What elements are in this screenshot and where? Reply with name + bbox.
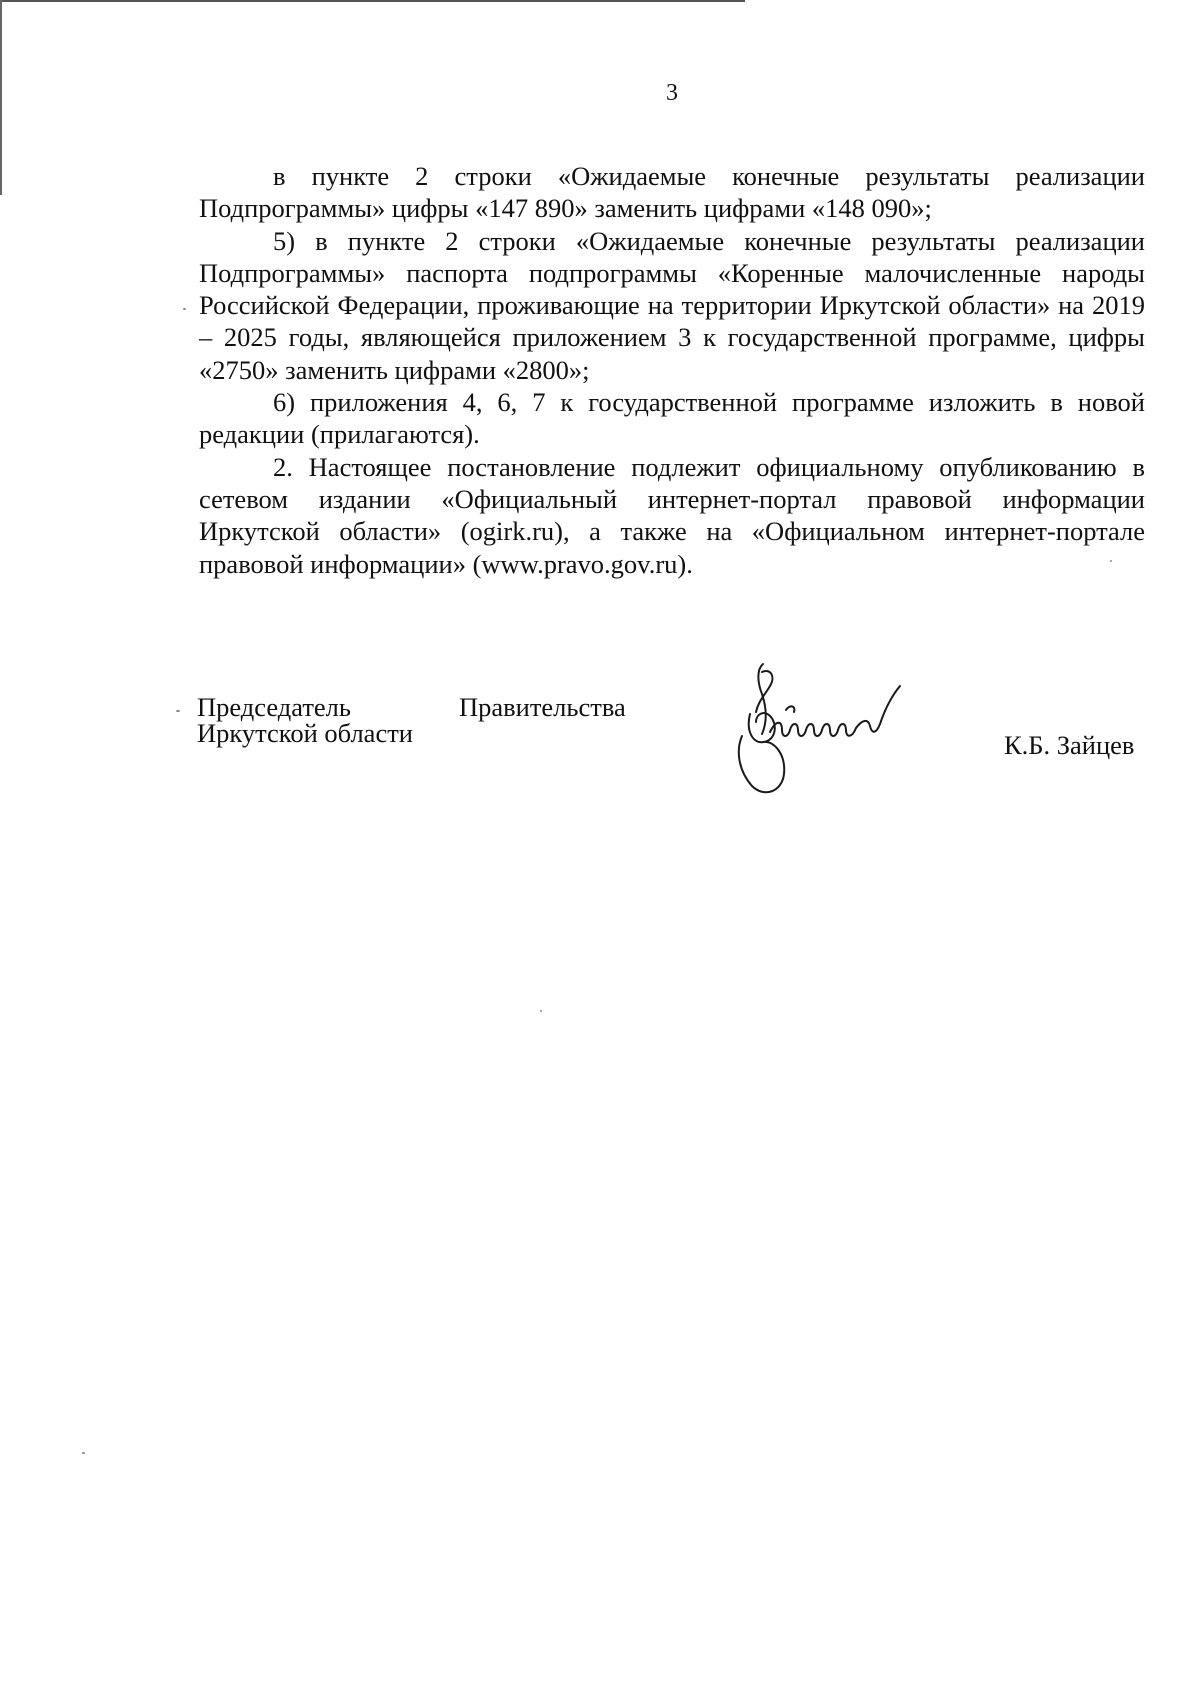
paragraph-amendment-147890: в пункте 2 строки «Ожидаемые конечные результаты реализации Подпрограммы» цифры «147 890» заменить цифрами «148 090»; [199, 161, 1145, 224]
paragraph-item-6: 6) приложения 4, 6, 7 к государственной программе изложить в новой редакции (прилагаются). [199, 387, 1145, 450]
scan-speck [82, 1452, 85, 1454]
scan-speck [183, 308, 186, 310]
paragraph-publication: 2. Настоящее постановление подлежит официальному опубликованию в сетевом издании «Официальный интернет-портал правовой информации Иркутской области» (ogirk.ru), а также на «Официальном интернет-портале правовой информации» (www.pravo.gov.ru). [199, 451, 1145, 579]
scan-speck [540, 1010, 542, 1012]
signatory-title-government: Правительства [459, 692, 626, 722]
handwritten-signature [730, 650, 960, 800]
scan-speck [176, 710, 180, 712]
paragraph-item-5: 5) в пункте 2 строки «Ожидаемые конечные результаты реализации Подпрограммы» паспорта подпрограммы «Коренные малочисленные народы Российской Федерации, проживающие на территории Иркутской области» на 2019 – 2025 годы, являющейся приложением 3 к государственной программе, цифры «2750» заменить цифрами «2800»; [199, 225, 1145, 385]
scan-speck [1110, 560, 1112, 562]
signature-block [0, 0, 1200, 820]
signatory-name: К.Б. Зайцев [1004, 730, 1135, 760]
signatory-title-chairman: Председатель [197, 692, 351, 722]
signatory-title-region: Иркутской области [197, 718, 413, 748]
page-number: 3 [666, 80, 678, 106]
